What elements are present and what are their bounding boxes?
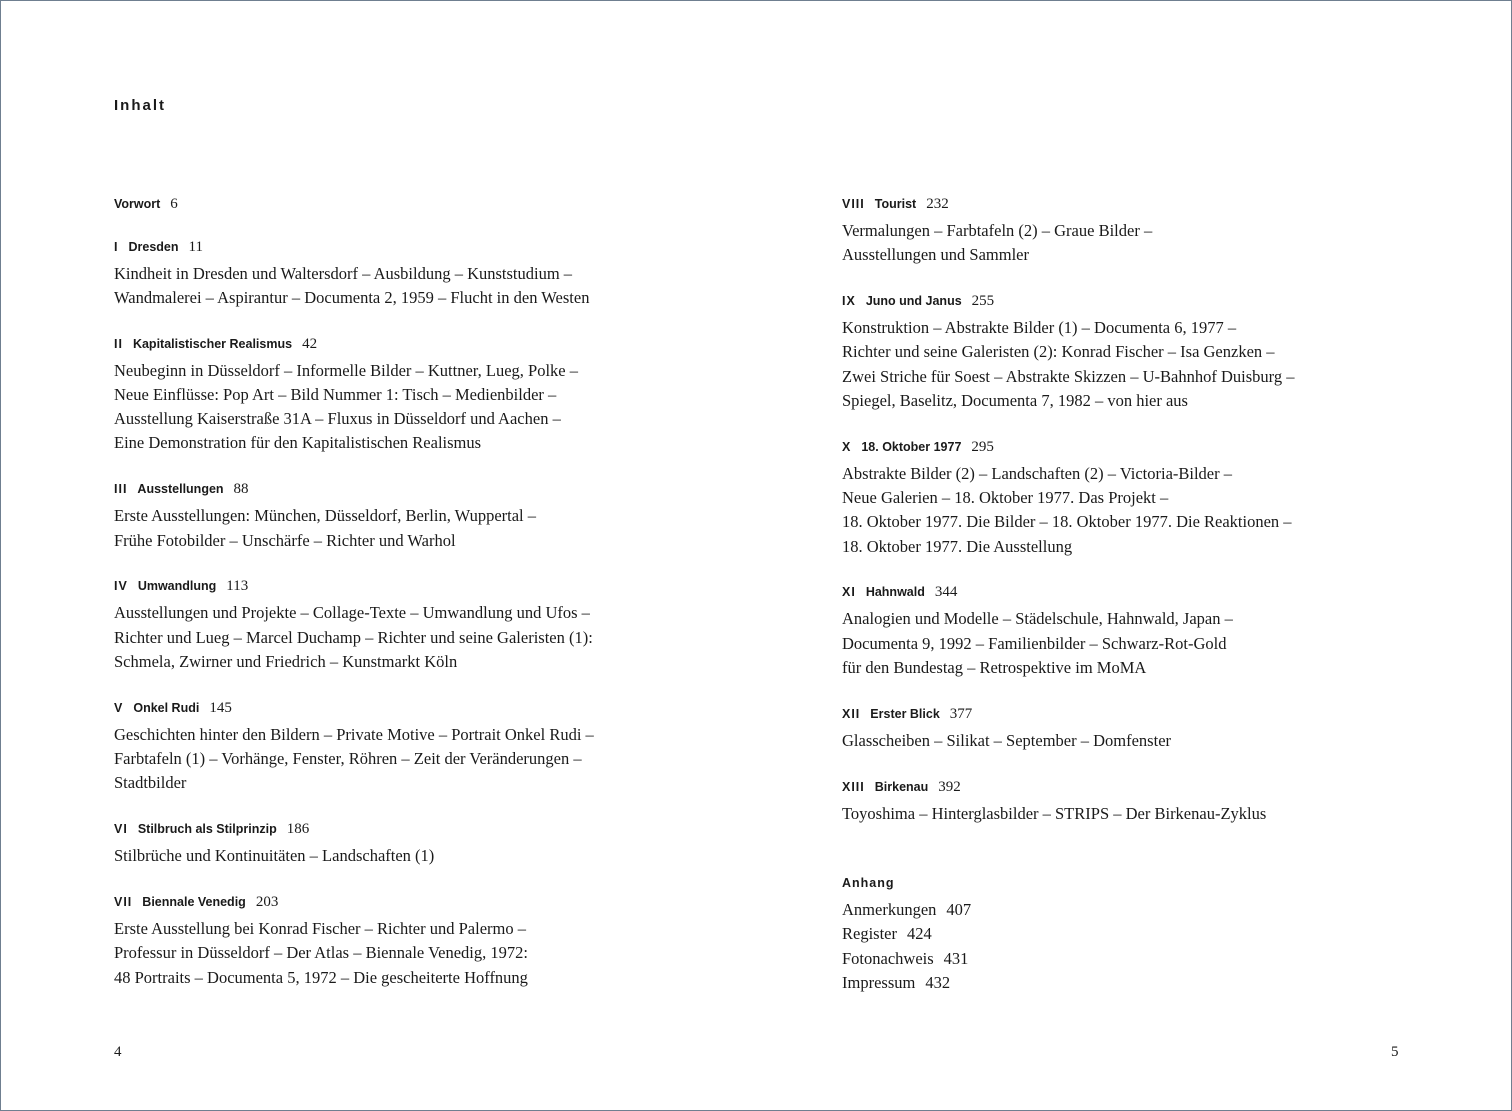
chapter-title: Dresden — [128, 239, 179, 254]
chapter-number: XII — [842, 706, 861, 721]
section-heading — [114, 335, 674, 353]
chapter-title: Juno und Janus — [865, 294, 962, 309]
chapter-number: XIII — [842, 779, 865, 794]
chapter-description-line: Erste Ausstellungen: München, Düsseldorf, Berlin, Wuppertal – — [114, 506, 536, 526]
chapter-page-number: 295 — [971, 438, 994, 455]
section-heading — [842, 778, 1462, 796]
chapter-number: V — [114, 700, 124, 715]
chapter-description-line: Ausstellungen und Sammler — [842, 245, 1029, 265]
section-heading — [114, 699, 674, 717]
chapter-title: Birkenau — [874, 779, 929, 794]
chapter-description-line: Ausstellung Kaiserstraße 31A – Fluxus in Düsseldorf und Aachen – — [114, 409, 561, 429]
chapter-description-line: Richter und seine Galeristen (2): Konrad Fischer – Isa Genzken – — [842, 342, 1275, 362]
chapter-title: Umwandlung — [137, 579, 217, 594]
section-heading — [114, 820, 674, 838]
chapter-description-line: Frühe Fotobilder – Unschärfe – Richter und Warhol — [114, 530, 456, 550]
section-heading — [114, 480, 674, 498]
toc-section-x — [842, 438, 1462, 559]
chapter-number: III — [114, 482, 128, 497]
chapter-description-line: Professur in Düsseldorf – Der Atlas – Biennale Venedig, 1972: — [114, 943, 528, 963]
toc-section-vorwort — [114, 195, 674, 213]
chapter-page-number: 377 — [949, 705, 973, 722]
toc-section-xi — [842, 583, 1462, 680]
chapter-description-line: Stadtbilder — [114, 773, 187, 793]
chapter-page-number: 203 — [255, 893, 279, 910]
chapter-title: Vorwort — [114, 197, 161, 211]
section-heading — [842, 195, 1462, 213]
chapter-description-line: 18. Oktober 1977. Die Bilder – 18. Oktober 1977. Die Reaktionen – — [842, 512, 1292, 532]
contents-heading: Inhalt — [114, 97, 166, 114]
chapter-title: Biennale Venedig — [142, 894, 246, 909]
chapter-number: IV — [114, 579, 128, 594]
toc-section-anhang — [842, 874, 1462, 995]
toc-right-column — [842, 195, 1462, 995]
appendix-item-page-number: 407 — [946, 899, 972, 919]
chapter-number: XI — [842, 585, 856, 600]
chapter-number: II — [114, 336, 123, 351]
chapter-title: 18. Oktober 1977 — [861, 439, 962, 454]
chapter-page-number: 232 — [926, 196, 949, 212]
appendix-item-label: Anmerkungen — [842, 899, 937, 919]
chapter-number: X — [842, 439, 852, 454]
appendix-item — [842, 971, 1462, 995]
appendix-item — [842, 947, 1462, 971]
chapter-page-number: 392 — [938, 778, 961, 795]
toc-section-iii — [114, 480, 674, 553]
chapter-page-number: 113 — [226, 578, 249, 595]
chapter-description-line: 18. Oktober 1977. Die Ausstellung — [842, 536, 1073, 556]
page-number-left: 4 — [114, 1044, 122, 1060]
chapter-page-number: 255 — [971, 293, 995, 310]
appendix-item-page-number: 431 — [943, 948, 969, 968]
chapter-title: Ausstellungen — [137, 482, 224, 497]
chapter-page-number: 42 — [302, 335, 318, 352]
chapter-page-number: 344 — [934, 584, 958, 601]
chapter-page-number: 145 — [209, 699, 232, 716]
chapter-description-line: 48 Portraits – Documenta 5, 1972 – Die gescheiterte Hoffnung — [114, 967, 528, 987]
chapter-description-line: Glasscheiben – Silikat – September – Domfenster — [842, 730, 1172, 750]
chapter-description-line: Zwei Striche für Soest – Abstrakte Skizzen – U-Bahnhof Duisburg – — [842, 366, 1295, 386]
appendix-item-label: Register — [842, 924, 897, 944]
toc-section-i — [114, 238, 674, 311]
appendix-item — [842, 898, 1462, 922]
appendix-item-page-number: 432 — [925, 972, 951, 992]
chapter-title: Hahnwald — [865, 585, 925, 600]
toc-section-xiii — [842, 778, 1462, 826]
chapter-description-line: Eine Demonstration für den Kapitalistischen Realismus — [114, 433, 482, 453]
toc-section-iv — [114, 577, 674, 674]
section-heading — [842, 438, 1462, 456]
chapter-number: VI — [114, 822, 128, 837]
chapter-description-line: Neue Einflüsse: Pop Art – Bild Nummer 1: Tisch – Medienbilder – — [114, 384, 557, 404]
chapter-description-line: Erste Ausstellung bei Konrad Fischer – Richter und Palermo – — [114, 918, 526, 938]
chapter-description-line: Kindheit in Dresden und Waltersdorf – Ausbildung – Kunststudium – — [114, 263, 573, 283]
chapter-description-line: Richter und Lueg – Marcel Duchamp – Richter und seine Galeristen (1): — [114, 627, 593, 647]
toc-section-vi — [114, 820, 674, 868]
toc-section-ix — [842, 292, 1462, 413]
chapter-title: Kapitalistischer Realismus — [132, 336, 293, 351]
page-number-right: 5 — [1391, 1044, 1399, 1060]
chapter-title: Tourist — [874, 197, 917, 211]
chapter-description-line: Vermalungen – Farbtafeln (2) – Graue Bilder – — [842, 221, 1153, 240]
appendix-item-label: Fotonachweis — [842, 948, 934, 968]
chapter-number: VII — [114, 894, 133, 909]
chapter-description-line: Ausstellungen und Projekte – Collage-Texte – Umwandlung und Ufos – — [114, 603, 590, 623]
chapter-description-line: Neubeginn in Düsseldorf – Informelle Bilder – Kuttner, Lueg, Polke – — [114, 360, 578, 380]
chapter-description-line: Spiegel, Baselitz, Documenta 7, 1982 – von hier aus — [842, 390, 1188, 410]
chapter-description-line: Konstruktion – Abstrakte Bilder (1) – Documenta 6, 1977 – — [842, 318, 1237, 338]
toc-section-vii — [114, 893, 674, 990]
section-heading — [114, 238, 674, 256]
chapter-page-number: 88 — [233, 481, 249, 498]
section-heading — [114, 893, 674, 911]
chapter-description-line: Abstrakte Bilder (2) – Landschaften (2) – Victoria-Bilder – — [842, 463, 1232, 483]
chapter-description-line: Analogien und Modelle – Städelschule, Hahnwald, Japan – — [842, 609, 1233, 629]
section-heading — [842, 705, 1462, 723]
chapter-title: Onkel Rudi — [133, 700, 200, 715]
chapter-description-line: Schmela, Zwirner und Friedrich – Kunstmarkt Köln — [114, 651, 458, 671]
section-heading — [114, 195, 674, 213]
appendix-item — [842, 922, 1462, 946]
chapter-number: I — [114, 239, 119, 254]
chapter-number: IX — [842, 294, 856, 309]
chapter-description-line: Wandmalerei – Aspirantur – Documenta 2, 1959 – Flucht in den Westen — [114, 287, 590, 307]
chapter-page-number: 11 — [188, 238, 203, 255]
chapter-description-line: Neue Galerien – 18. Oktober 1977. Das Projekt – — [842, 488, 1169, 508]
appendix-heading: Anhang — [842, 875, 895, 890]
section-heading — [114, 577, 674, 595]
chapter-title: Stilbruch als Stilprinzip — [137, 822, 277, 837]
chapter-description-line: Farbtafeln (1) – Vorhänge, Fenster, Röhren – Zeit der Veränderungen – — [114, 749, 582, 769]
toc-section-viii — [842, 195, 1462, 268]
chapter-description-line: Stilbrüche und Kontinuitäten – Landschaften (1) — [114, 846, 435, 866]
section-heading — [842, 292, 1462, 310]
chapter-description-line: Geschichten hinter den Bildern – Private Motive – Portrait Onkel Rudi – — [114, 724, 594, 744]
toc-section-v — [114, 699, 674, 796]
chapter-description-line: Toyoshima – Hinterglasbilder – STRIPS – Der Birkenau-Zyklus — [842, 803, 1267, 823]
toc-left-column — [114, 195, 674, 990]
appendix-item-label: Impressum — [842, 972, 916, 992]
chapter-page-number: 186 — [286, 821, 310, 838]
chapter-page-number: 6 — [170, 196, 178, 212]
chapter-number: VIII — [842, 197, 865, 211]
chapter-description-line: für den Bundestag – Retrospektive im MoMA — [842, 658, 1147, 678]
chapter-title: Erster Blick — [870, 706, 940, 721]
toc-section-ii — [114, 335, 674, 456]
appendix-item-page-number: 424 — [907, 924, 932, 944]
section-heading — [842, 583, 1462, 601]
toc-section-xii — [842, 705, 1462, 753]
chapter-description-line: Documenta 9, 1992 – Familienbilder – Schwarz-Rot-Gold — [842, 633, 1227, 653]
